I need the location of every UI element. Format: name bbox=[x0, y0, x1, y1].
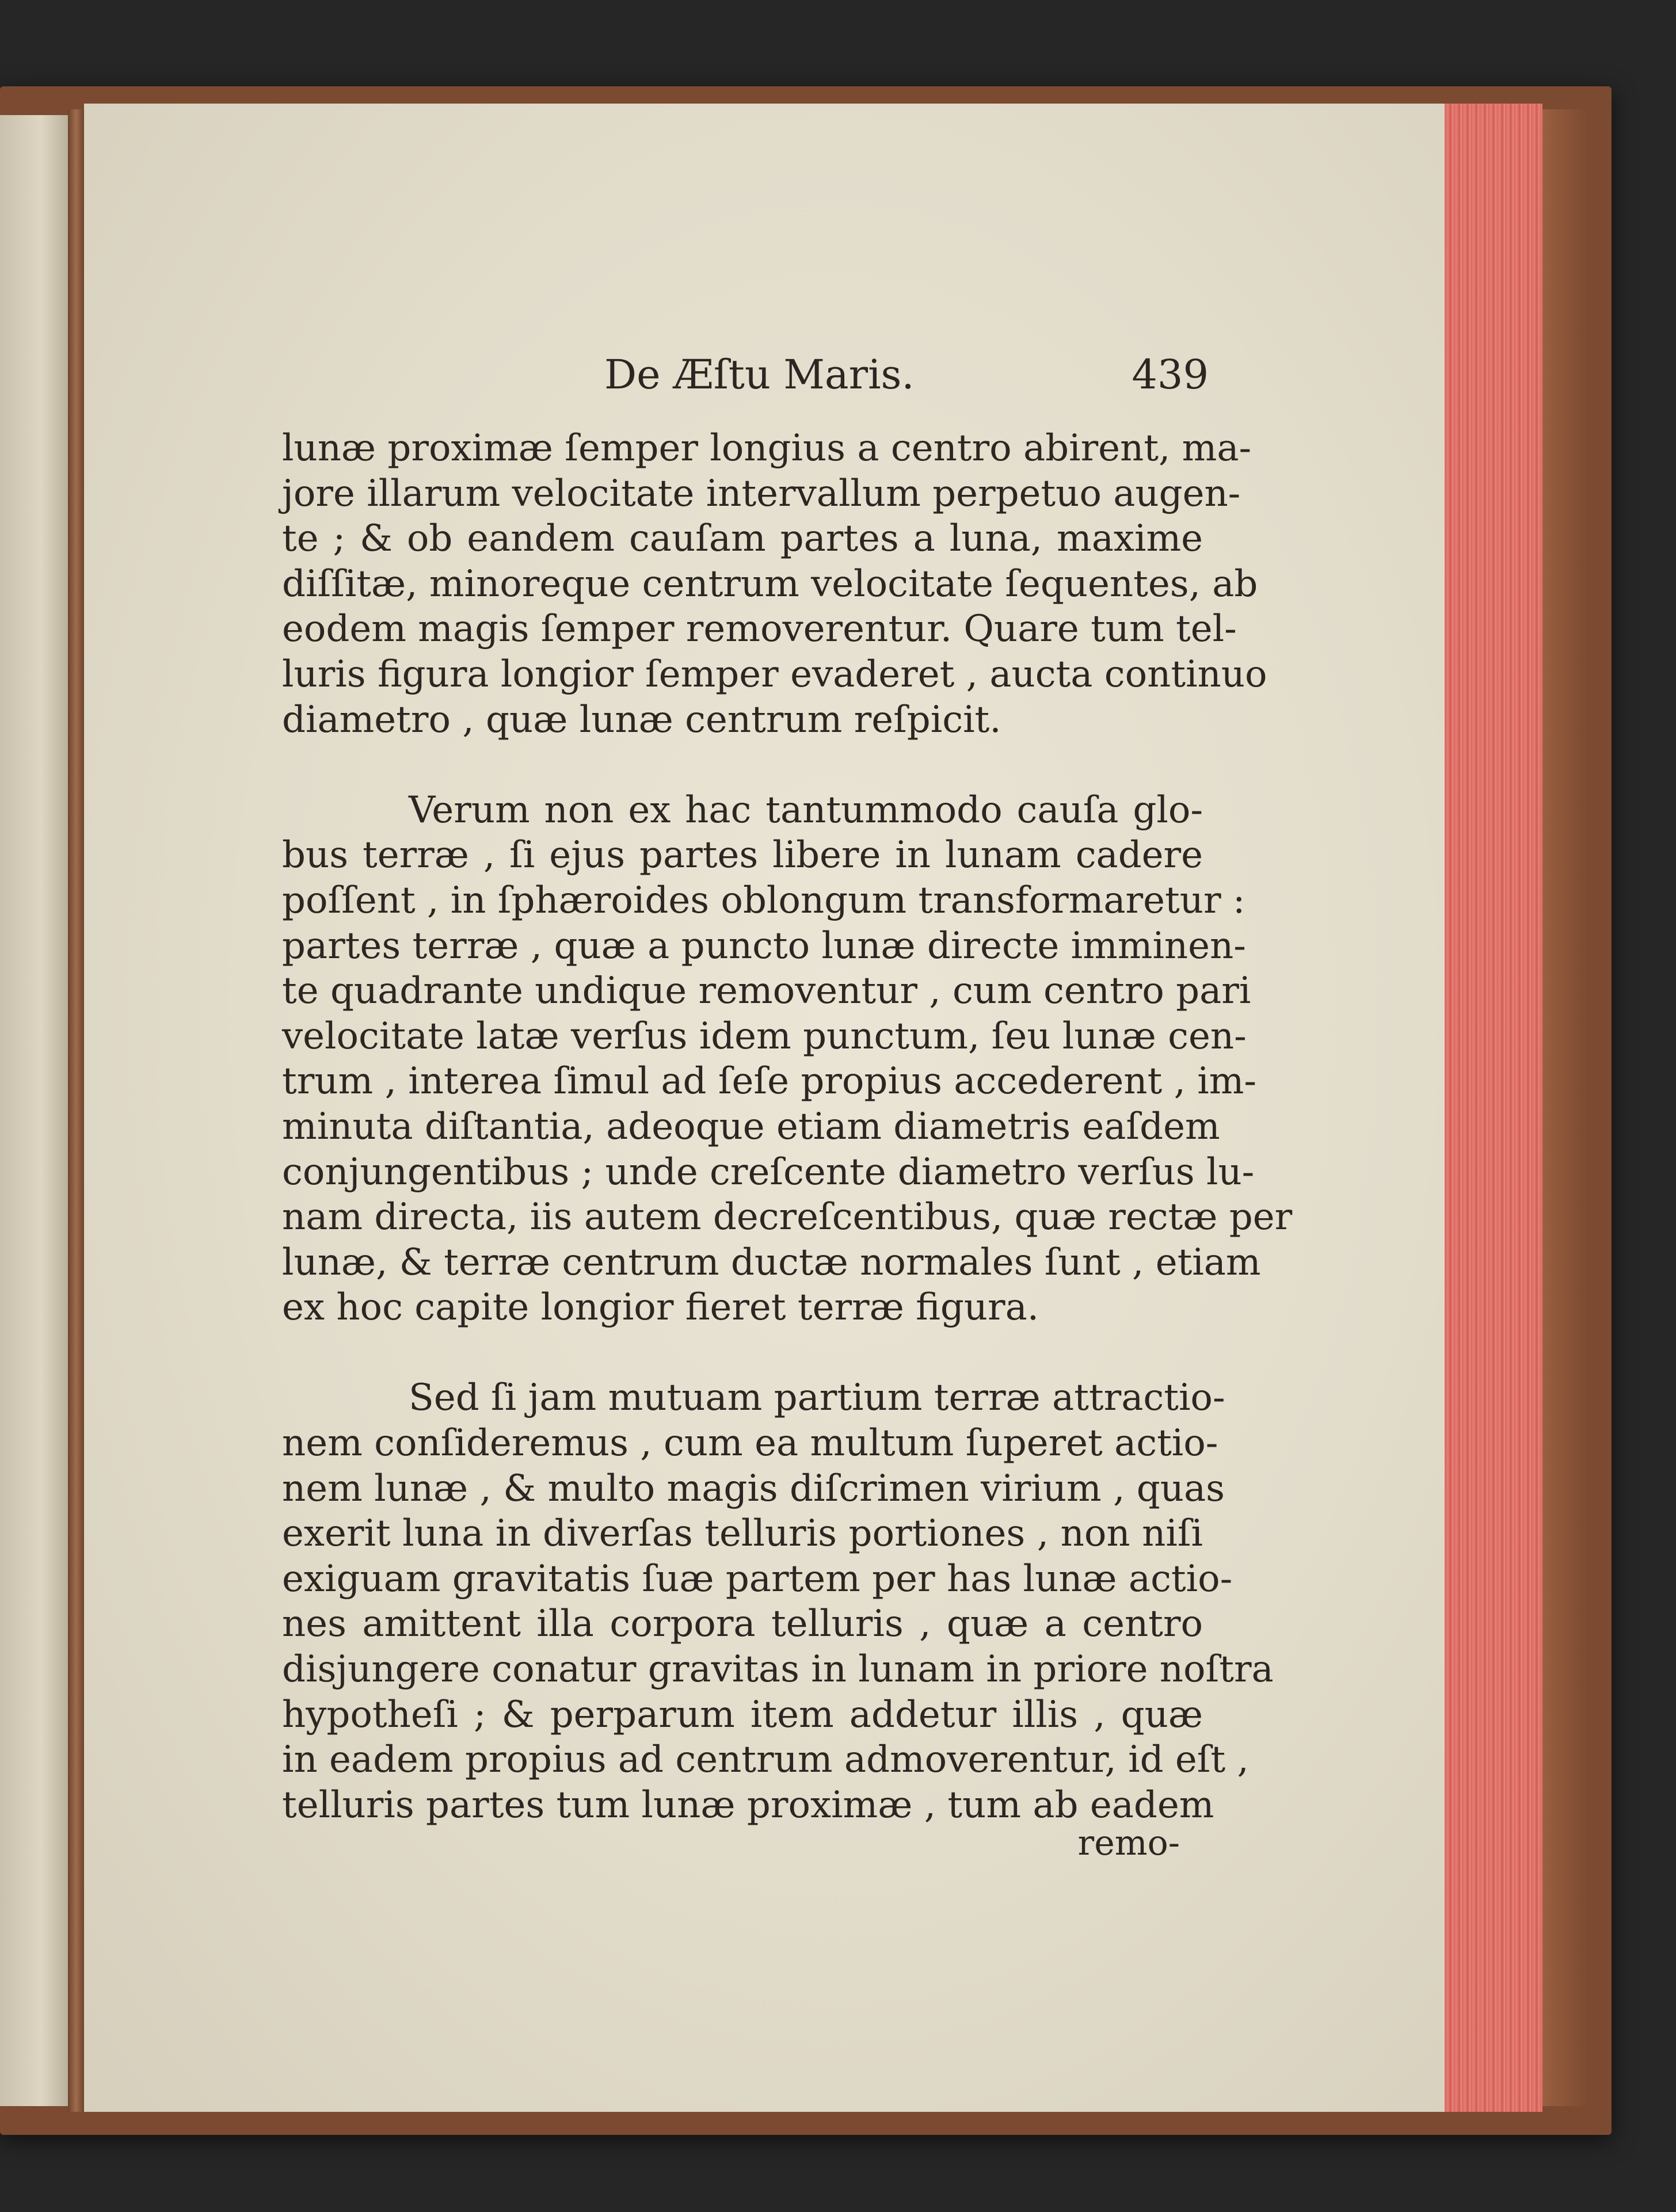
text-line: partes terræ , quæ a puncto lunæ directe imminen- bbox=[282, 924, 1246, 967]
text-line: velocitate latæ verſus idem punctum, ſeu lunæ cen- bbox=[282, 1015, 1247, 1058]
text-line: telluris partes tum lunæ proximæ , tum ab eadem bbox=[282, 1783, 1214, 1826]
catchword: remo- bbox=[1077, 1823, 1180, 1863]
text-line: nes amittent illa corpora telluris , quæ a centro bbox=[282, 1603, 1203, 1646]
running-title: De Æſtu Maris. bbox=[604, 351, 915, 398]
text-line: jore illarum velocitate intervallum perpetuo augen- bbox=[282, 472, 1241, 515]
text-line: in eadem propius ad centrum admoverentur, id eſt , bbox=[282, 1738, 1249, 1782]
text-line: minuta diſtantia, adeoque etiam diametris eaſdem bbox=[282, 1105, 1220, 1148]
paragraph-gap bbox=[282, 742, 1203, 788]
paragraph-gap bbox=[282, 1330, 1203, 1376]
text-line: diſſitæ, minoreque centrum velocitate ſequentes, ab bbox=[282, 562, 1258, 605]
text-line: hypotheſi ; & perparum item addetur illis , quæ bbox=[282, 1693, 1203, 1736]
text-block bbox=[282, 426, 1293, 1828]
text-line: Verum non ex hac tantummodo cauſa glo- bbox=[409, 788, 1203, 832]
text-line: ex hoc capite longior fieret terræ figura. bbox=[282, 1286, 1039, 1329]
red-page-edges bbox=[1445, 104, 1542, 2112]
cover-edge bbox=[1542, 109, 1589, 2106]
text-line: nem lunæ , & multo magis diſcrimen virium , quas bbox=[282, 1467, 1225, 1510]
facing-page-edge bbox=[0, 115, 69, 2106]
text-line: nem conſideremus , cum ea multum ſuperet actio- bbox=[282, 1422, 1218, 1465]
text-line: te ; & ob eandem cauſam partes a luna, maxime bbox=[282, 517, 1203, 560]
text-line: exiguam gravitatis ſuæ partem per has lunæ actio- bbox=[282, 1557, 1233, 1600]
paragraph bbox=[282, 1375, 1274, 1828]
text-line: lunæ, & terræ centrum ductæ normales ſunt , etiam bbox=[282, 1241, 1261, 1284]
text-line: bus terræ , ſi ejus partes libere in lunam cadere bbox=[282, 834, 1203, 877]
paragraph bbox=[282, 788, 1293, 1330]
text-line: conjungentibus ; unde creſcente diametro verſus lu- bbox=[282, 1150, 1255, 1193]
text-line: lunæ proximæ ſemper longius a centro abirent, ma- bbox=[282, 427, 1252, 470]
text-line: disjungere conatur gravitas in lunam in priore noſtra bbox=[282, 1648, 1274, 1691]
paragraph bbox=[282, 426, 1267, 742]
text-line: diametro , quæ lunæ centrum reſpicit. bbox=[282, 698, 1001, 741]
text-line: te quadrante undique removentur , cum centro pari bbox=[282, 970, 1251, 1013]
text-line: exerit luna in diverſas telluris portiones , non niſi bbox=[282, 1512, 1203, 1555]
text-line: luris figura longior ſemper evaderet , aucta continuo bbox=[282, 653, 1267, 696]
text-line: trum , interea ſimul ad ſeſe propius accederent , im- bbox=[282, 1060, 1257, 1103]
text-line: eodem magis ſemper removerentur. Quare tum tel- bbox=[282, 608, 1237, 651]
text-line: Sed ſi jam mutuam partium terræ attractio- bbox=[409, 1376, 1225, 1420]
page-number: 439 bbox=[1132, 351, 1209, 398]
text-line: nam directa, iis autem decreſcentibus, quæ rectæ per bbox=[282, 1196, 1293, 1239]
text-line: poſſent , in ſphæroides oblongum transformaretur : bbox=[282, 879, 1245, 922]
page-header bbox=[604, 351, 1209, 403]
book-gutter bbox=[68, 109, 84, 2112]
